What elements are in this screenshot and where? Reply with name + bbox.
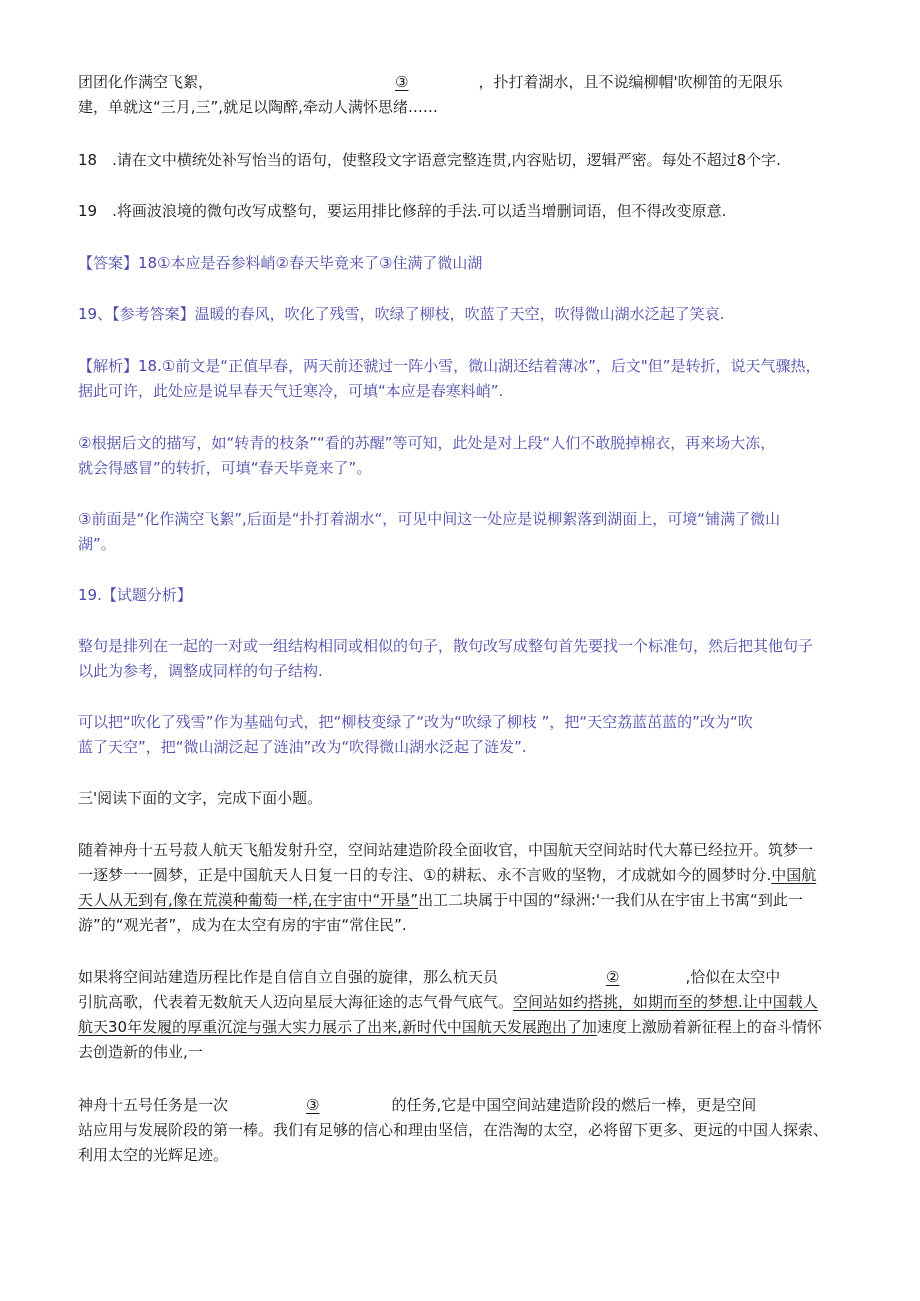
blank-3-marker: ③ [395,73,409,91]
reading-p2-line-4: 去创造新的伟业,一 [78,1043,203,1061]
answer-18: 【答案】18①本应是吞参料峭②春天毕竟来了③住满了微山湖 [78,254,483,272]
blank-3-marker: ③ [306,1096,320,1114]
reading-text: 出工二块属于中国的“绿洲:'一我们从在宇宙上书寓“到此一 [418,891,803,909]
analysis-18-line-2: 据此可许，此处应是说早春天气迁寒冷，可填“本应是春寒料峭”. [78,382,504,400]
reading-text: 神舟十五号任务是一次 [78,1096,229,1114]
reading-text: ,恰似在太空中 [685,968,781,986]
answer-19: 19、【参考答案】温暖的春风，吹化了残雪，吹绿了柳枝，吹蓝了天空，吹得微山湖水泛起了笑哀. [78,305,725,323]
passage-text: ，扑打着湖水，且不说编柳帽'吹柳笛的无限乐 [478,73,783,91]
reading-p1-line-3 [78,890,803,910]
analysis-18-2-line-1: ②根据后文的描写，如“转青的枝条”“看的苏醒”等可知，此处是对上段“人们不敢脱掉棉衣，再来场大冻， [78,434,776,452]
question-18: 18 .请在文中横统处补写怡当的语句，使整段文字语意完整连贯,内容贴切，逻辑严密。每处不超过8个字. [78,151,781,169]
analysis-19-line-2: 以此为参考，调整成同样的句子结构. [78,662,323,680]
underlined-text: 空间站如约搭挑，如期而至的梦想.让中国载人 [513,993,818,1011]
analysis-18-3-line-2: 湖”。 [78,535,116,553]
passage-text: 团团化作满空飞絮， [78,73,214,91]
reading-p1-line-2 [78,865,816,885]
reading-p2-line-1 [78,967,780,987]
passage-line-2: 建，单就这“三月,三”,就足以陶醉,牵动人满怀思绪…… [78,98,438,116]
passage-line-1 [78,72,783,92]
reading-p2-line-2 [78,992,818,1012]
reading-text: 速度上激励着新征程上的奋斗情怀 [596,1018,822,1036]
underlined-text: 航天30年发履的厚重沉淀与强大实力展示了出来,新时代中国航天发展跑出了加 [78,1018,597,1036]
analysis-18-3-line-1: ③前面是“化作满空飞絮”,后面是“扑打着湖水“，可见中间这一处应是说柳絮落到湖面上，可境“铺满了微山 [78,510,781,528]
blank-2-marker: ② [606,968,620,986]
analysis-19-2-line-1: 可以把“吹化了残雪”作为基础句式，把“柳枝变绿了“改为“吹绿了柳枝 ”，把“天空荔蓝茁蓝的”改为“吹 [78,713,753,731]
reading-text: 如果将空间站建造历程比作是自信自立自强的旋律，那么杭天员 [78,968,499,986]
analysis-18-line-1: 【解析】18.①前文是“正值早春，两天前还虢过一阵小雪，微山湖还结着薄冰”，后文"但”是转折，说天气骤热， [78,357,821,375]
analysis-19-2-line-2: 蓝了天空”，把“微山湖泛起了涟油”改为“吹得微山湖水泛起了涟发”. [78,738,527,756]
underlined-text: 天人从无到有,像在荒漠种葡萄一样,在宇宙中“开垦” [78,891,419,909]
analysis-19-line-1: 整句是排列在一起的一对或一组结构相同或相似的句子，散句改写成整句首先要找一个标准句，然后把其他句子 [78,637,814,655]
reading-p2-line-3 [78,1017,822,1037]
reading-p3-line-2: 站应用与发展阶段的第一棒。我们有足够的信心和理由坚信，在浩淘的太空，必将留下更多、更远的中国人探索、 [78,1121,829,1139]
reading-p3-line-1 [78,1095,756,1115]
section-3-heading: 三'阅读下面的文字，完成下面小题。 [78,789,323,807]
underlined-text: 中国航 [771,866,817,884]
reading-p1-line-4: 游”的“观光者”，成为在太空有房的宇宙“常住民”. [78,916,407,934]
question-19: 19 .将画波浪境的微句改写成整句，要运用排比修辞的手法.可以适当增删词语，但不得改变原意. [78,202,727,220]
analysis-19-title: 19.【试题分析】 [78,586,192,604]
analysis-18-2-line-2: 就会得感冒”的转折，可填“春天毕竟来了”。 [78,459,372,477]
reading-text: 的任务,它是中国空间站建造阶段的燃后一棒，更是空间 [391,1096,757,1114]
reading-text: 一逐梦一一圆梦，正是中国航天人日复一日的专注、①的耕耘、永不言败的坚物，才成就如今的圆梦时分. [78,866,772,884]
reading-p1-line-1: 随着神舟十五号菽人航天飞船发射升空，空间站建造阶段全面收官，中国航天空间站时代大幕已经拉开。筑梦一 [78,841,814,859]
reading-text: 引肮高歌，代表着无数航天人迈向星辰大海征途的志气骨气底气。 [78,993,514,1011]
reading-p3-line-3: 利用太空的光辉足迹。 [78,1146,229,1164]
